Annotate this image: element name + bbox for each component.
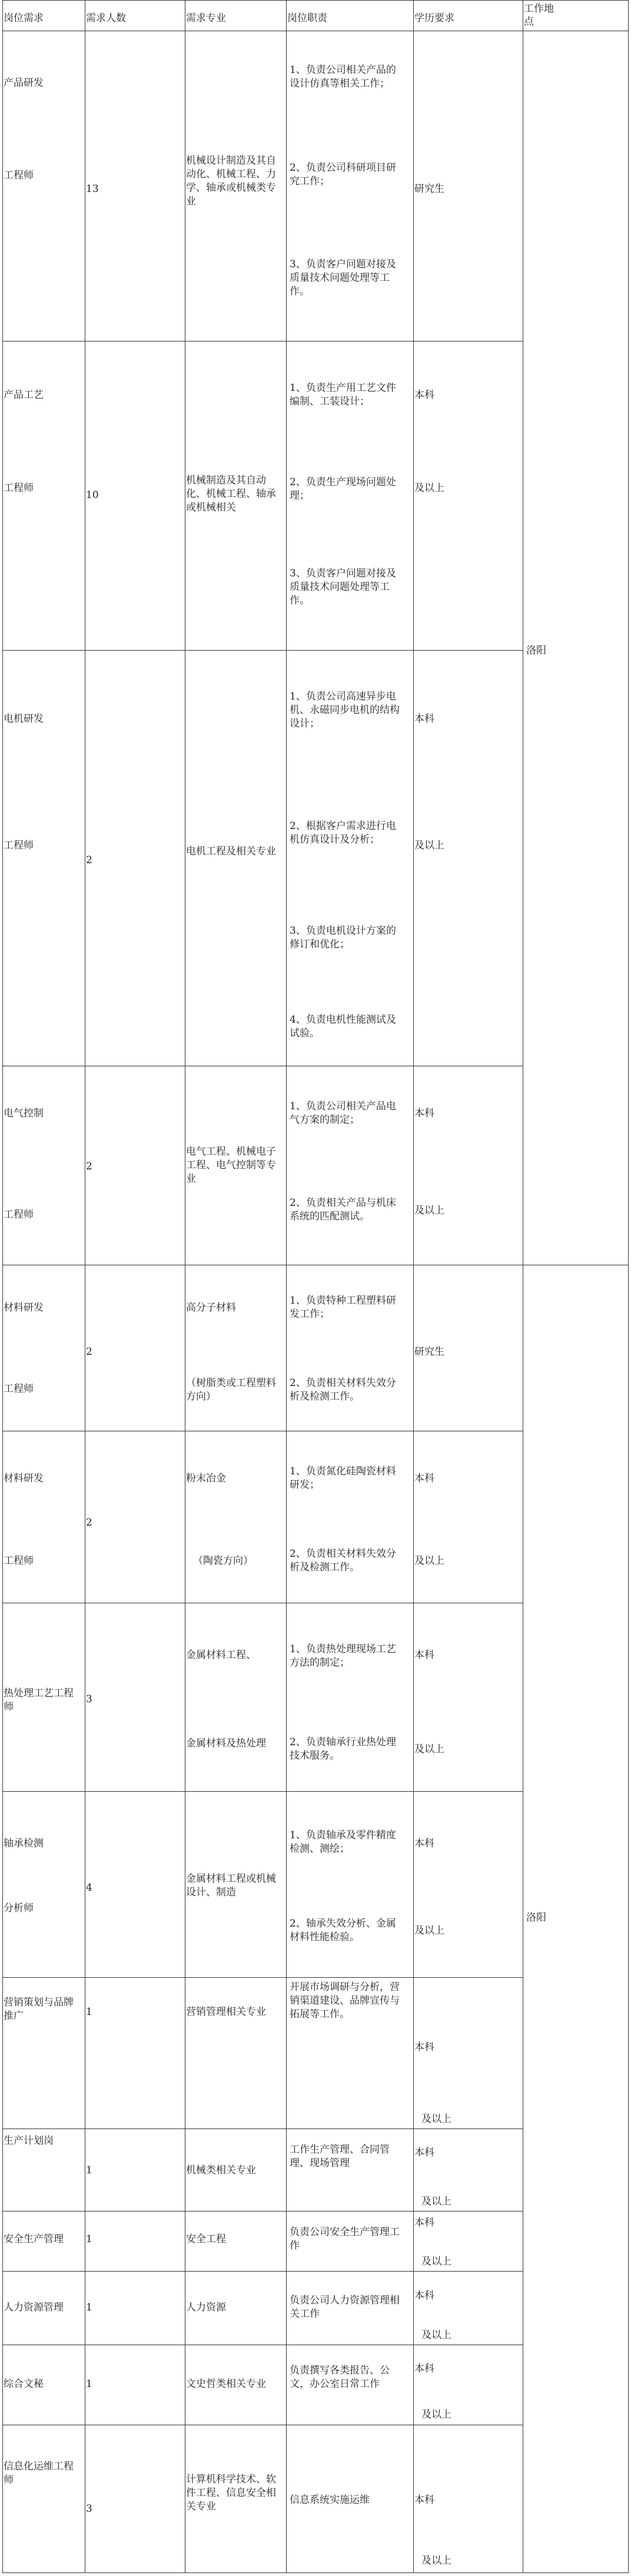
header-education: 学历要求 <box>414 12 454 24</box>
education-requirement: 本科 <box>414 1649 434 1661</box>
headcount: 4 <box>86 1882 92 1894</box>
position-title: 分析师 <box>4 1902 34 1914</box>
education-qualifier: 及以上 <box>421 2256 451 2267</box>
duty-item: 信息系统实施运维 <box>290 2494 370 2506</box>
headcount: 1 <box>86 2164 92 2176</box>
position-title: 工程师 <box>4 1383 34 1395</box>
major-direction: （陶瓷方向） <box>193 1555 253 1567</box>
education-qualifier: 及以上 <box>421 2113 451 2125</box>
position-name: 材料研发 <box>4 1302 44 1314</box>
major-requirement: 高分子材料 <box>186 1302 236 1314</box>
headcount: 3 <box>86 1693 92 1705</box>
header-position: 岗位需求 <box>4 12 44 24</box>
major-direction: （树脂类或工程塑料方向） <box>186 1377 276 1403</box>
education-qualifier: 及以上 <box>414 1743 444 1755</box>
major-requirement: 金属材料工程或机械设计、制造 <box>186 1873 276 1898</box>
headcount: 13 <box>86 183 99 195</box>
major-requirement: 安全工程 <box>186 2233 226 2245</box>
education-qualifier: 及以上 <box>414 1205 444 1216</box>
duty-item: 2、负责相关材料失效分析及检测工作。 <box>290 1377 396 1403</box>
headcount: 2 <box>86 854 92 866</box>
major-requirement: 电机工程及相关专业 <box>186 846 276 857</box>
duty-item: 1、负责氮化硅陶瓷材料研发； <box>290 1466 396 1491</box>
duty-item: 1、负责热处理现场工艺方法的制定； <box>290 1643 396 1669</box>
header-location: 工作地点 <box>524 3 554 28</box>
education-requirement: 本科 <box>414 2217 434 2229</box>
major-requirement: 粉末冶金 <box>186 1473 226 1484</box>
position-name: 产品工艺 <box>4 389 44 401</box>
education-requirement: 本科 <box>414 2147 434 2159</box>
major-requirement: 机械类相关专业 <box>186 2164 256 2176</box>
duty-item: 2、轴承失效分析、金属材料性能检验。 <box>290 1918 396 1943</box>
headcount: 2 <box>86 1517 92 1529</box>
duty-item: 2、根据客户需求进行电机仿真设计及分析； <box>290 820 396 846</box>
education-qualifier: 及以上 <box>414 840 444 851</box>
duty-item: 负责撰写各类报告、公文，办公室日常工作 <box>290 2365 390 2390</box>
duty-item: 1、负责生产用工艺文件编制、工装设计； <box>290 382 396 407</box>
work-location: 洛阳 <box>526 645 546 657</box>
duty-item: 3、负责电机设计方案的修订和优化； <box>290 925 396 950</box>
position-title: 工程师 <box>4 1555 34 1567</box>
duty-item: 2、负责相关产品与机床系统的匹配测试。 <box>290 1197 396 1222</box>
education-qualifier: 及以上 <box>414 1925 444 1937</box>
education-requirement: 本科 <box>414 713 434 725</box>
duty-item: 2、负责公司科研项目研究工作； <box>290 162 396 187</box>
duty-item: 1、负责公司相关产品电气方案的制定； <box>290 1100 396 1126</box>
duty-item: 1、负责轴承及零件精度检测、测绘； <box>290 1829 396 1855</box>
education-requirement: 本科 <box>414 1473 434 1484</box>
duty-item: 负责公司人力资源管理相关工作 <box>290 2295 400 2320</box>
duty-item: 3、负责客户问题对接及质量技术问题处理等工作。 <box>290 568 396 606</box>
position-title: 工程师 <box>4 482 34 494</box>
duty-item: 工作生产管理、合同管理、现场管理 <box>290 2144 390 2169</box>
position-name: 营销策划与品牌推广 <box>4 1997 74 2022</box>
education-requirement: 本科 <box>414 1838 434 1849</box>
education-requirement: 本科 <box>414 2041 434 2053</box>
major-requirement: 营销管理相关专业 <box>186 2006 266 2018</box>
position-title: 工程师 <box>4 170 34 181</box>
duty-item: 2、负责相关材料失效分析及检测工作。 <box>290 1548 396 1573</box>
duty-item: 2、负责轴承行业热处理技术服务。 <box>290 1736 396 1762</box>
position-name: 轴承检测 <box>4 1838 44 1849</box>
education-qualifier: 及以上 <box>414 1555 444 1567</box>
major-requirement: 文史哲类相关专业 <box>186 2378 266 2390</box>
duty-item: 开展市场调研与分析，营销渠道建设、品牌宣传与拓展等工作。 <box>290 1981 400 2020</box>
header-major: 需求专业 <box>186 12 226 24</box>
position-title: 工程师 <box>4 840 34 851</box>
education-requirement: 研究生 <box>414 1346 444 1358</box>
position-name: 电机研发 <box>4 713 44 725</box>
position-name: 热处理工艺工程师 <box>4 1688 74 1713</box>
major-requirement: 金属材料及热处理 <box>186 1738 266 1749</box>
education-requirement: 本科 <box>414 389 434 401</box>
education-requirement: 本科 <box>414 1108 434 1119</box>
education-qualifier: 及以上 <box>414 482 444 494</box>
education-requirement: 本科 <box>414 2363 434 2375</box>
major-requirement: 电气工程、机械电子工程、电气控制等专业 <box>186 1146 276 1185</box>
position-name: 电气控制 <box>4 1108 44 1119</box>
position-name: 安全生产管理 <box>4 2233 64 2245</box>
duty-item: 1、负责公司相关产品的设计仿真等相关工作； <box>290 64 396 89</box>
header-duty: 岗位职责 <box>287 12 327 24</box>
duty-item: 2、负责生产现场问题处理； <box>290 476 396 502</box>
education-requirement: 研究生 <box>414 183 444 195</box>
education-qualifier: 及以上 <box>421 2555 451 2567</box>
position-name: 材料研发 <box>4 1473 44 1484</box>
education-qualifier: 及以上 <box>421 2196 451 2207</box>
headcount: 3 <box>86 2503 92 2515</box>
header-count: 需求人数 <box>86 12 126 24</box>
headcount: 2 <box>86 1161 92 1172</box>
position-title: 工程师 <box>4 1209 34 1221</box>
major-requirement: 金属材料工程、 <box>186 1649 256 1661</box>
education-qualifier: 及以上 <box>421 2409 451 2421</box>
duty-item: 4、负责电机性能测试及试验。 <box>290 1014 396 1039</box>
headcount: 1 <box>86 2233 92 2245</box>
headcount: 1 <box>86 2302 92 2313</box>
duty-item: 1、负责特种工程塑料研发工作； <box>290 1295 396 1320</box>
headcount: 2 <box>86 1346 92 1358</box>
position-name: 人力资源管理 <box>4 2302 64 2313</box>
major-requirement: 计算机科学技术、软件工程、信息安全相关专业 <box>186 2474 276 2512</box>
education-requirement: 本科 <box>414 2494 434 2506</box>
duty-item: 负责公司安全生产管理工作 <box>290 2226 400 2252</box>
headcount: 10 <box>86 489 99 501</box>
education-requirement: 本科 <box>414 2290 434 2302</box>
position-name: 产品研发 <box>4 77 44 89</box>
major-requirement: 机械设计制造及其自动化、机械工程、力学、轴承或机械类专业 <box>186 155 276 207</box>
major-requirement: 人力资源 <box>186 2302 226 2313</box>
major-requirement: 机械制造及其自动化、机械工程、轴承或机械相关 <box>186 475 276 513</box>
position-name: 信息化运维工程师 <box>4 2461 74 2486</box>
headcount: 1 <box>86 2378 92 2390</box>
position-name: 综合文秘 <box>4 2378 44 2390</box>
duty-item: 1、负责公司高速异步电机、永磁同步电机的结构设计； <box>290 691 400 730</box>
headcount: 1 <box>86 2006 92 2018</box>
position-name: 生产计划岗 <box>4 2135 54 2147</box>
duty-item: 3、负责客户问题对接及质量技术问题处理等工作。 <box>290 258 396 297</box>
education-qualifier: 及以上 <box>421 2329 451 2341</box>
work-location: 洛阳 <box>526 1912 546 1924</box>
